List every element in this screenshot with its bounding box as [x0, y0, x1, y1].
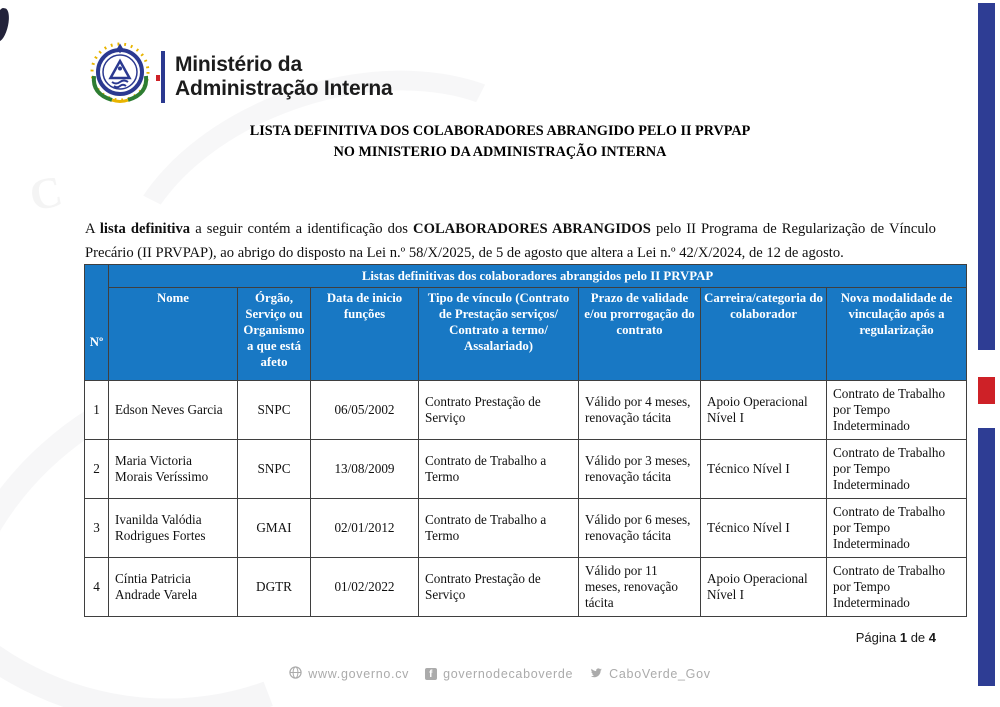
edge-bar-blue-bottom: [978, 428, 995, 686]
ministry-name-line1: Ministério da: [175, 52, 302, 76]
document-title: [0, 121, 1000, 163]
coat-of-arms-icon: [88, 42, 152, 111]
facebook-icon: f: [425, 668, 437, 680]
cell-num: 3: [85, 499, 109, 558]
table-caption: Listas definitivas dos colaboradores abrangidos pelo II PRVPAP: [109, 265, 967, 288]
cell-prazo: Válido por 4 meses, renovação tácita: [579, 381, 701, 440]
ministry-name-line2: Administração Interna: [175, 76, 393, 100]
table-row: [85, 558, 967, 617]
facebook-handle: governodecaboverde: [443, 667, 574, 681]
column-header-data: Data de inicio funções: [311, 288, 419, 381]
website-url: www.governo.cv: [308, 667, 410, 681]
cell-tipo: Contrato Prestação de Serviço: [419, 381, 579, 440]
intro-text: A: [85, 220, 100, 237]
cell-carreira: Apoio Operacional Nível I: [701, 558, 827, 617]
ministry-name: [175, 53, 393, 101]
cell-nova: Contrato de Trabalho por Tempo Indeterminado: [827, 440, 967, 499]
cell-carreira: Apoio Operacional Nível I: [701, 381, 827, 440]
edge-bar-red: [978, 377, 995, 404]
document-title-line1: LISTA DEFINITIVA DOS COLABORADORES ABRANGIDO PELO II PRVPAP: [249, 123, 751, 139]
cell-data: 01/02/2022: [311, 558, 419, 617]
twitter-handle: CaboVerde_Gov: [609, 667, 711, 681]
cell-tipo: Contrato Prestação de Serviço: [419, 558, 579, 617]
table-row: [85, 440, 967, 499]
cell-nome: Edson Neves Garcia: [109, 381, 238, 440]
cell-nome: Cíntia Patricia Andrade Varela: [109, 558, 238, 617]
column-header-prazo: Prazo de validade e/ou prorrogação do contrato: [579, 288, 701, 381]
page-number: [856, 630, 936, 645]
cell-data: 02/01/2012: [311, 499, 419, 558]
collaborators-table: [84, 264, 967, 617]
column-header-orgao: Órgão, Serviço ou Organismo a que está afeto: [238, 288, 311, 381]
cell-num: 4: [85, 558, 109, 617]
cell-tipo: Contrato de Trabalho a Termo: [419, 440, 579, 499]
cell-nova: Contrato de Trabalho por Tempo Indeterminado: [827, 499, 967, 558]
column-header-num: Nº: [85, 265, 109, 381]
social-footer: [0, 666, 1000, 682]
cell-prazo: Válido por 6 meses, renovação tácita: [579, 499, 701, 558]
facebook-item: [425, 667, 573, 681]
cell-prazo: Válido por 11 meses, renovação tácita: [579, 558, 701, 617]
edge-bar-blue-top: [978, 3, 995, 350]
watermark-letter: C: [25, 166, 67, 221]
intro-text: pelo II Programa de Regularização de Vínculo Precário (II PRVPAP), ao abrigo do disposto na Lei n.º 58/X/2025, de 5 de agosto que altera a Lei n.º 42/X/2024, de 12 de agosto.: [85, 220, 936, 261]
cell-tipo: Contrato de Trabalho a Termo: [419, 499, 579, 558]
intro-bold-text: COLABORADORES ABRANGIDOS: [413, 220, 651, 237]
table-row: [85, 499, 967, 558]
cell-num: 1: [85, 381, 109, 440]
table-header-row: [85, 288, 967, 381]
cell-nova: Contrato de Trabalho por Tempo Indeterminado: [827, 558, 967, 617]
cell-nova: Contrato de Trabalho por Tempo Indeterminado: [827, 381, 967, 440]
cell-orgao: GMAI: [238, 499, 311, 558]
intro-bold-text: lista definitiva: [99, 220, 191, 237]
document-title-line2: NO MINISTERIO DA ADMINISTRAÇÃO INTERNA: [333, 144, 667, 160]
ministry-logo: [88, 42, 393, 111]
logo-separator: [161, 51, 165, 103]
intro-text: a seguir contém a identificação dos: [190, 220, 414, 237]
twitter-item: [589, 667, 711, 682]
globe-icon: [289, 666, 302, 682]
column-header-nova: Nova modalidade de vinculação após a regularização: [827, 288, 967, 381]
cell-data: 06/05/2002: [311, 381, 419, 440]
cell-nome: Maria Victoria Morais Veríssimo: [109, 440, 238, 499]
table-row: [85, 381, 967, 440]
cell-carreira: Técnico Nível I: [701, 499, 827, 558]
corner-mark: [0, 7, 11, 43]
page-number-current: 1: [899, 630, 908, 645]
column-header-carreira: Carreira/categoria do colaborador: [701, 288, 827, 381]
table-caption-row: [85, 265, 967, 288]
cell-orgao: SNPC: [238, 381, 311, 440]
cell-num: 2: [85, 440, 109, 499]
cell-prazo: Válido por 3 meses, renovação tácita: [579, 440, 701, 499]
page-number-total: 4: [928, 630, 936, 645]
twitter-icon: [589, 667, 603, 682]
cell-data: 13/08/2009: [311, 440, 419, 499]
column-header-tipo: Tipo de vínculo (Contrato de Prestação serviços/ Contrato a termo/ Assalariado): [419, 288, 579, 381]
column-header-nome: Nome: [109, 288, 238, 381]
intro-paragraph: [85, 217, 936, 265]
page-number-label: Página: [855, 630, 900, 645]
page-number-label: de: [907, 630, 929, 645]
cell-nome: Ivanilda Valódia Rodrigues Fortes: [109, 499, 238, 558]
cell-carreira: Técnico Nível I: [701, 440, 827, 499]
cell-orgao: SNPC: [238, 440, 311, 499]
cell-orgao: DGTR: [238, 558, 311, 617]
website-item: [289, 666, 409, 682]
